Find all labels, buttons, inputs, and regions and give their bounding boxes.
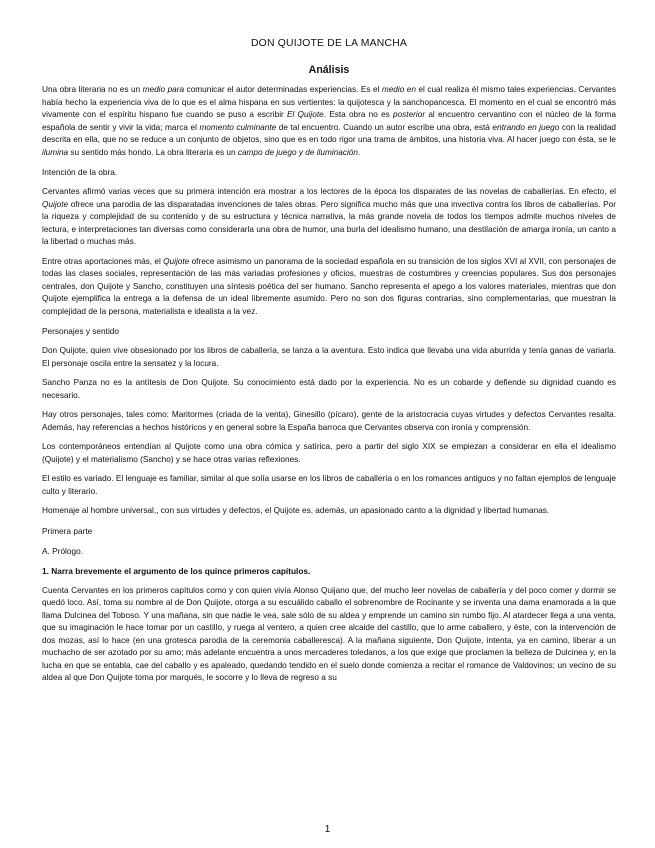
intro-paragraph: Una obra literaria no es un medio para comunicar el autor determinadas experiencias. Es el medio en el cual realiza él mismo tales experiencias. Cervantes había hecho la experiencia viva de lo que es el alma hispana en sus vertientes: la quijotesca y la sanchopancesca. El momento en el cual se encontró más vivamente con el espíritu hispano fue cuando se puso a escribir El Quijote. Esta obra no es posterior al encuentro cervantino con el núcleo de la forma española de sentir y vivir la vida; marca el momento culminante de tal encuentro. Cuando un autor escribe una obra, está entrando en juego con la realidad descrita en ella, que no se reduce a un conjunto de objetos, sino que es en todo rigor una trama de ámbitos, una historia viva. Al hacer juego con ésta, se le ilumina su sentido más hondo. La obra literaria es un campo de juego y de iluminación.: [42, 85, 616, 157]
question-heading: 1. Narra brevemente el argumento de los quince primeros capítulos.: [42, 565, 311, 576]
personajes-paragraph: Hay otros personajes, tales como: Maritormes (criada de la venta), Ginesillo (pícaro), gente de la aristocracia cuyas virtudes y defectos Cervantes resalta. Además, hay referencias a hechos históricos y en general sobre la España barroca que Cervantes observa con ironía y comprensión.: [42, 410, 616, 432]
personajes-paragraph: Homenaje al hombre universal,, con sus virtudes y defectos, el Quijote es, además, un apasionado canto a la dignidad y libertad humanas.: [42, 506, 550, 515]
analysis-heading: Análisis: [308, 64, 350, 76]
intencion-paragraph-1: Cervantes afirmó varias veces que su primera intención era mostrar a los lectores de la época los disparates de las novelas de caballerías. En efecto, el Quijote ofrece una parodia de las disparatadas invenciones de tales obras. Pero significa mucho más que una invectiva contra los libros de caballerías. Por la riqueza y complejidad de su contenido y de su estructura y técnica narrativa, la más grande novela de todos los tiempos admite muchos niveles de lectura, e interpretaciones tan diversas como considerarla una obra de humor, una burla del idealismo humano, una destilación de amarga ironía, un canto a la libertad o muchas más.: [42, 187, 616, 246]
personajes-paragraph: Los contemporáneos entendían al Quijote como una obra cómica y satírica, pero a partir del siglo XIX se empiezan a considerar en ella el idealismo (Quijote) y el materialismo (Sancho) y se hace otras varias reflexiones.: [42, 442, 616, 464]
personajes-paragraph: Don Quijote, quien vive obsesionado por los libros de caballería, se lanza a la aventura. Esto indica que llevaba una vida aburrida y tenía ganas de variarla. El personaje oscila entre la sensatez y la locura.: [42, 346, 616, 368]
personajes-paragraph: Sancho Panza no es la antítesis de Don Quijote. Su conocimiento está dado por la experiencia. No es un cobarde y defiende su dignidad cuando es necesario.: [42, 378, 616, 400]
page-number: 1: [324, 824, 331, 835]
intencion-heading: Intención de la obra.: [42, 167, 118, 177]
document-title: DON QUIJOTE DE LA MANCHA: [250, 38, 408, 49]
personajes-paragraph: El estilo es variado. El lenguaje es familiar, similar al que solía usarse en los libros de caballería o en los romances antiguos y no faltan ejemplos de lenguaje culto y literario.: [42, 474, 616, 496]
document-page: [42, 38, 616, 692]
prologo-heading: A. Prólogo.: [42, 545, 84, 556]
personajes-heading: Personajes y sentido: [42, 326, 120, 336]
primera-parte-heading: Primera parte: [42, 525, 93, 536]
answer-paragraph: Cuenta Cervantes en los primeros capítulos como y con quien vivía Alonso Quijano que, del mucho leer novelas de caballería y del poco comer y dormir se quedó loco. Así, toma su nombre al de Don Quijote, otorga a su escuálido caballo el sobrenombre de Rocinante y se inventa una dama enamorada a la que llama Dulcinea del Toboso. Y una mañana, sin que nadie le vea, sale sólo de su aldea y emprende un camino sin rumbo fijo. Al atardecer llega a una venta, que su imaginación le hace tomar por un castillo, y ruega al ventero, a quien cree alcaide del castillo, que lo arme caballero, y éste, con la intervención de dos mozas, así lo hace (en una grotesca parodia de la ceremonia caballeresca). A la mañana siguiente, Don Quijote, intenta, ya en camino, liberar a un muchacho de ser azotado por su amo; más adelante encuentra a unos mercaderes toledanos, a los que exige que proclamen la belleza de Dulcinea y, en la lucha en que se entabla, cae del caballo y es apaleado, quedando tendido en el suelo donde comienza a recitar el romance de Valdovinos; un vecino de su aldea al que Don Quijote toma por marqués, le socorre y lo lleva de regreso a su: [42, 585, 616, 682]
intencion-paragraph-2: Entre otras aportaciones más, el Quijote ofrece asimismo un panorama de la sociedad española en su transición de los siglos XVI al XVII, con personajes de todas las clases sociales, representación de las más variadas profesiones y oficios, muestras de costumbres y creencias populares. Sus dos personajes centrales, don Quijote y Sancho, constituyen una síntesis poética del ser humano. Sancho representa el apego a los valores materiales, mientras que don Quijote ejemplifica la entrega a la defensa de un ideal libremente asumido. Pero no son dos figuras contrarias, sino complementarias, que muestran la complejidad de la persona, materialista e idealista a la vez.: [42, 256, 616, 316]
